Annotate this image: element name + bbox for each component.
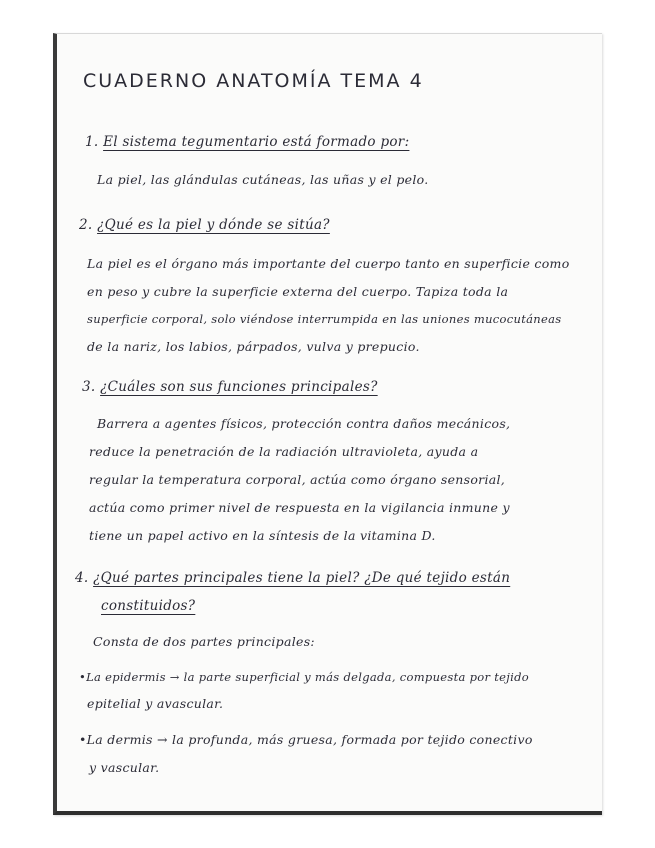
question-1-number: 1. bbox=[85, 134, 99, 150]
answer-3-line-3: regular la temperatura corporal, actúa como órgano sensorial, bbox=[89, 472, 506, 487]
answer-4-line-3: epitelial y avascular. bbox=[87, 696, 224, 711]
answer-3-line-4: actúa como primer nivel de respuesta en la vigilancia inmune y bbox=[89, 500, 510, 515]
answer-2-line-4: de la nariz, los labios, párpados, vulva y prepucio. bbox=[87, 339, 420, 354]
answer-2-line-3: superficie corporal, solo viéndose interrumpida en las uniones mucocutáneas bbox=[87, 312, 562, 326]
answer-2-line-1: La piel es el órgano más importante del cuerpo tanto en superficie como bbox=[87, 256, 570, 271]
question-3 bbox=[82, 379, 378, 395]
question-2 bbox=[79, 217, 330, 233]
answer-4-line-4: •La dermis → la profunda, más gruesa, formada por tejido conectivo bbox=[79, 732, 533, 747]
answer-4-line-5: y vascular. bbox=[89, 760, 160, 775]
answer-3-line-1: Barrera a agentes físicos, protección contra daños mecánicos, bbox=[97, 416, 511, 431]
question-4-number: 4. bbox=[75, 570, 89, 586]
notebook-page bbox=[53, 33, 602, 815]
page-title: CUADERNO ANATOMÍA TEMA 4 bbox=[83, 70, 424, 92]
question-4 bbox=[75, 570, 510, 586]
answer-4-line-2: •La epidermis → la parte superficial y más delgada, compuesta por tejido bbox=[79, 670, 530, 684]
question-1-text: El sistema tegumentario está formado por: bbox=[103, 134, 410, 150]
question-2-number: 2. bbox=[79, 217, 93, 233]
answer-3-line-2: reduce la penetración de la radiación ultravioleta, ayuda a bbox=[89, 444, 479, 459]
answer-2-line-2: en peso y cubre la superficie externa del cuerpo. Tapiza toda la bbox=[87, 284, 509, 299]
question-3-number: 3. bbox=[82, 379, 96, 395]
question-2-text: ¿Qué es la piel y dónde se sitúa? bbox=[97, 217, 330, 233]
question-4-text-line-1: ¿Qué partes principales tiene la piel? ¿De qué tejido están bbox=[93, 570, 511, 586]
answer-3-line-5: tiene un papel activo en la síntesis de la vitamina D. bbox=[89, 528, 436, 543]
question-3-text: ¿Cuáles son sus funciones principales? bbox=[100, 379, 378, 395]
answer-1-line-1: La piel, las glándulas cutáneas, las uñas y el pelo. bbox=[97, 172, 429, 187]
question-1 bbox=[85, 134, 409, 150]
answer-4-line-1: Consta de dos partes principales: bbox=[93, 634, 315, 649]
question-4-text-line-2: constituidos? bbox=[101, 598, 196, 614]
